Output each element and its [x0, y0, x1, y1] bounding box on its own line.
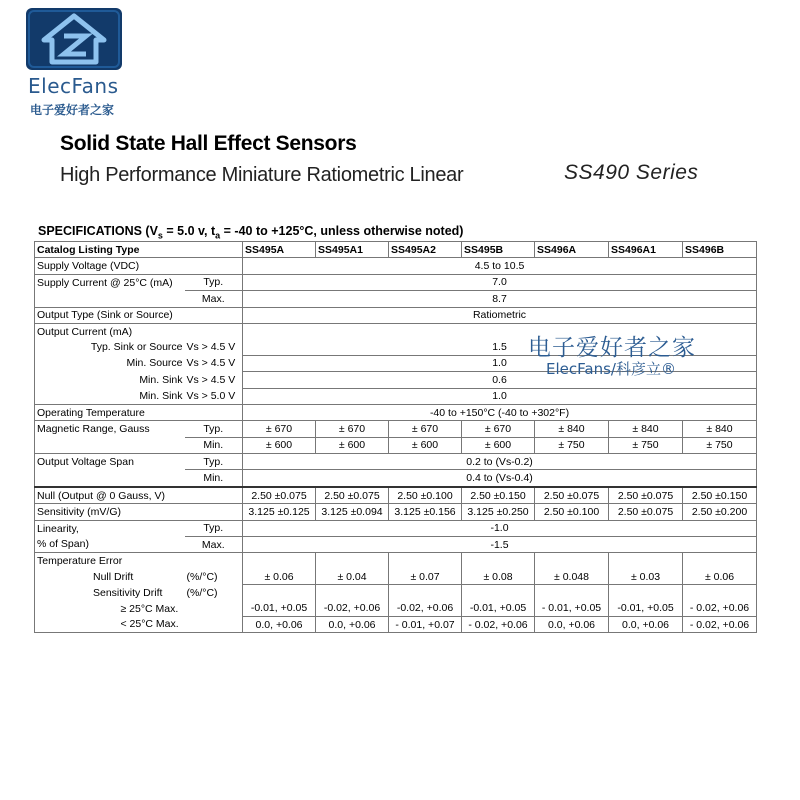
elecfans-logo	[22, 8, 122, 117]
row-label: % of Span)	[35, 537, 185, 553]
column-header: Catalog Listing Type	[35, 242, 243, 258]
cell-value: -40 to +150°C (-40 to +302°F)	[243, 404, 757, 420]
table-row	[35, 585, 757, 601]
row-qualifier: Typ.	[185, 454, 243, 470]
empty-cell	[535, 585, 609, 601]
row-qualifier: Typ.	[185, 520, 243, 536]
row-condition: Vs > 4.5 V	[185, 372, 243, 388]
column-header: SS496A	[535, 242, 609, 258]
table-row	[35, 504, 757, 520]
empty-cell	[462, 585, 535, 601]
cell-value: 4.5 to 10.5	[243, 258, 757, 274]
cell-value: ± 750	[683, 437, 757, 453]
empty-cell	[609, 585, 683, 601]
row-label: Operating Temperature	[35, 404, 243, 420]
empty-cell	[316, 585, 389, 601]
cell-value: 2.50 ±0.075	[243, 487, 316, 504]
cell-value: ± 670	[316, 421, 389, 437]
cell-value: - 0.01, +0.07	[389, 616, 462, 632]
cell-value: 2.50 ±0.075	[609, 504, 683, 520]
table-row	[35, 520, 757, 536]
cell-value: ± 750	[535, 437, 609, 453]
cell-value: ± 600	[243, 437, 316, 453]
table-row	[35, 258, 757, 274]
cell-value: 0.0, +0.06	[535, 616, 609, 632]
cell-value: 2.50 ±0.100	[535, 504, 609, 520]
table-row	[35, 291, 757, 307]
cell-value: 0.0, +0.06	[609, 616, 683, 632]
table-row	[35, 421, 757, 437]
cell-value: ± 0.04	[316, 569, 389, 585]
row-qualifier: Typ.	[185, 421, 243, 437]
table-row	[35, 454, 757, 470]
cell-value: - 0.02, +0.06	[683, 601, 757, 617]
cell-value: -1.0	[243, 520, 757, 536]
empty-cell	[462, 553, 535, 569]
cell-value: ± 600	[316, 437, 389, 453]
page-subtitle: High Performance Miniature Ratiometric Linear	[60, 164, 464, 186]
row-label: Temperature Error	[35, 553, 185, 569]
empty-cell	[389, 553, 462, 569]
cell-value: ± 670	[462, 421, 535, 437]
row-label: Linearity,	[35, 520, 185, 536]
logo-name: ElecFans	[28, 74, 119, 98]
row-label: Magnetic Range, Gauss	[35, 421, 185, 437]
row-sublabel: Min. Source	[35, 355, 185, 371]
empty-cell	[683, 585, 757, 601]
row-unit: (%/°C)	[185, 585, 243, 601]
row-label: Output Current (mA)	[35, 323, 243, 339]
table-row	[35, 553, 757, 569]
column-header: SS495A	[243, 242, 316, 258]
cell-value: ± 0.03	[609, 569, 683, 585]
table-row	[35, 537, 757, 553]
table-row	[35, 437, 757, 453]
row-qualifier: Typ.	[185, 274, 243, 290]
spec-heading: SPECIFICATIONS ($V_s = 5.0$ v, $t_a = -40$ to +125°C, unless otherwise noted)	[38, 224, 464, 241]
empty-cell	[35, 470, 185, 487]
cell-value: 2.50 ±0.200	[683, 504, 757, 520]
cell-value: ± 840	[535, 421, 609, 437]
row-condition: < 25°C Max.	[185, 616, 243, 632]
cell-value: 2.50 ±0.150	[683, 487, 757, 504]
column-header: SS496B	[683, 242, 757, 258]
cell-value: 2.50 ±0.150	[462, 487, 535, 504]
column-header: SS496A1	[609, 242, 683, 258]
empty-cell	[243, 585, 316, 601]
cell-value: -0.01, +0.05	[462, 601, 535, 617]
cell-value: 0.0, +0.06	[243, 616, 316, 632]
table-row	[35, 388, 757, 404]
cell-value: 8.7	[243, 291, 757, 307]
cell-value: ± 750	[609, 437, 683, 453]
column-header: SS495A2	[389, 242, 462, 258]
cell-value: 0.2 to (Vs-0.2)	[243, 454, 757, 470]
empty-cell	[243, 553, 316, 569]
table-row	[35, 616, 757, 632]
watermark-cn: 电子爱好者之家	[528, 335, 696, 361]
empty-cell	[389, 585, 462, 601]
cell-value: 1.0	[243, 355, 757, 371]
row-unit: (%/°C)	[185, 569, 243, 585]
column-header: SS495A1	[316, 242, 389, 258]
cell-value: - 0.02, +0.06	[683, 616, 757, 632]
row-qualifier: Max.	[185, 291, 243, 307]
table-row	[35, 470, 757, 487]
cell-value: 3.125 ±0.156	[389, 504, 462, 520]
empty-cell	[683, 553, 757, 569]
row-sublabel: Sensitivity Drift	[35, 585, 185, 601]
watermark-en: ElecFans/科彦立®	[546, 360, 676, 378]
spec-table	[34, 241, 757, 633]
empty-cell	[35, 291, 185, 307]
cell-value: -0.02, +0.06	[316, 601, 389, 617]
cell-value: ± 0.048	[535, 569, 609, 585]
column-header: SS495B	[462, 242, 535, 258]
table-row	[35, 307, 757, 323]
cell-value: ± 840	[609, 421, 683, 437]
row-qualifier: Max.	[185, 537, 243, 553]
row-condition: Vs > 4.5 V	[185, 355, 243, 371]
empty-cell	[35, 437, 185, 453]
cell-value: ± 670	[389, 421, 462, 437]
empty-cell	[316, 553, 389, 569]
row-sublabel: Min. Sink	[35, 372, 185, 388]
cell-value: 3.125 ±0.125	[243, 504, 316, 520]
page-title: Solid State Hall Effect Sensors	[60, 132, 357, 155]
row-label: Output Voltage Span	[35, 454, 185, 470]
row-label: Supply Current @ 25°C (mA)	[35, 274, 185, 290]
row-qualifier: Min.	[185, 437, 243, 453]
row-label: Sensitivity (mV/G)	[35, 504, 243, 520]
row-sublabel: Null Drift	[35, 569, 185, 585]
empty-cell	[185, 553, 243, 569]
cell-value: -0.02, +0.06	[389, 601, 462, 617]
row-condition: Vs > 5.0 V	[185, 388, 243, 404]
cell-value: 2.50 ±0.075	[609, 487, 683, 504]
row-sublabel: Min. Sink	[35, 388, 185, 404]
cell-value: 3.125 ±0.094	[316, 504, 389, 520]
table-row	[35, 487, 757, 504]
cell-value: ± 670	[243, 421, 316, 437]
row-label: Supply Voltage (VDC)	[35, 258, 243, 274]
row-qualifier: Min.	[185, 470, 243, 487]
cell-value: 0.6	[243, 372, 757, 388]
cell-value: ± 0.08	[462, 569, 535, 585]
cell-value: 0.4 to (Vs-0.4)	[243, 470, 757, 487]
cell-value: 3.125 ±0.250	[462, 504, 535, 520]
cell-value: ± 600	[462, 437, 535, 453]
series-label: SS490 Series	[564, 161, 699, 184]
table-header-row	[35, 242, 757, 258]
cell-value: -1.5	[243, 537, 757, 553]
cell-value: 2.50 ±0.075	[316, 487, 389, 504]
table-row	[35, 601, 757, 617]
cell-value: ± 840	[683, 421, 757, 437]
cell-value: ± 0.06	[243, 569, 316, 585]
cell-value: 7.0	[243, 274, 757, 290]
table-row	[35, 404, 757, 420]
empty-cell	[609, 553, 683, 569]
table-row	[35, 569, 757, 585]
cell-value: ± 0.06	[683, 569, 757, 585]
cell-value: ± 600	[389, 437, 462, 453]
cell-value: - 0.01, +0.05	[535, 601, 609, 617]
cell-value: 2.50 ±0.075	[535, 487, 609, 504]
table-row	[35, 274, 757, 290]
row-sublabel: Typ. Sink or Source	[35, 339, 185, 355]
logo-tagline: 电子爱好者之家	[30, 103, 115, 117]
cell-value: 0.0, +0.06	[316, 616, 389, 632]
house-circuit-logo-icon	[26, 8, 122, 70]
empty-cell	[535, 553, 609, 569]
cell-value: 1.0	[243, 388, 757, 404]
row-condition: ≥ 25°C Max.	[185, 601, 243, 617]
row-label: Output Type (Sink or Source)	[35, 307, 243, 323]
row-condition: Vs > 4.5 V	[185, 339, 243, 355]
cell-value: ± 0.07	[389, 569, 462, 585]
cell-value: Ratiometric	[243, 307, 757, 323]
cell-value: 2.50 ±0.100	[389, 487, 462, 504]
cell-value: -0.01, +0.05	[609, 601, 683, 617]
cell-value: 1.5	[243, 339, 757, 355]
row-label: Null (Output @ 0 Gauss, V)	[35, 487, 243, 504]
cell-value: - 0.02, +0.06	[462, 616, 535, 632]
cell-value: -0.01, +0.05	[243, 601, 316, 617]
